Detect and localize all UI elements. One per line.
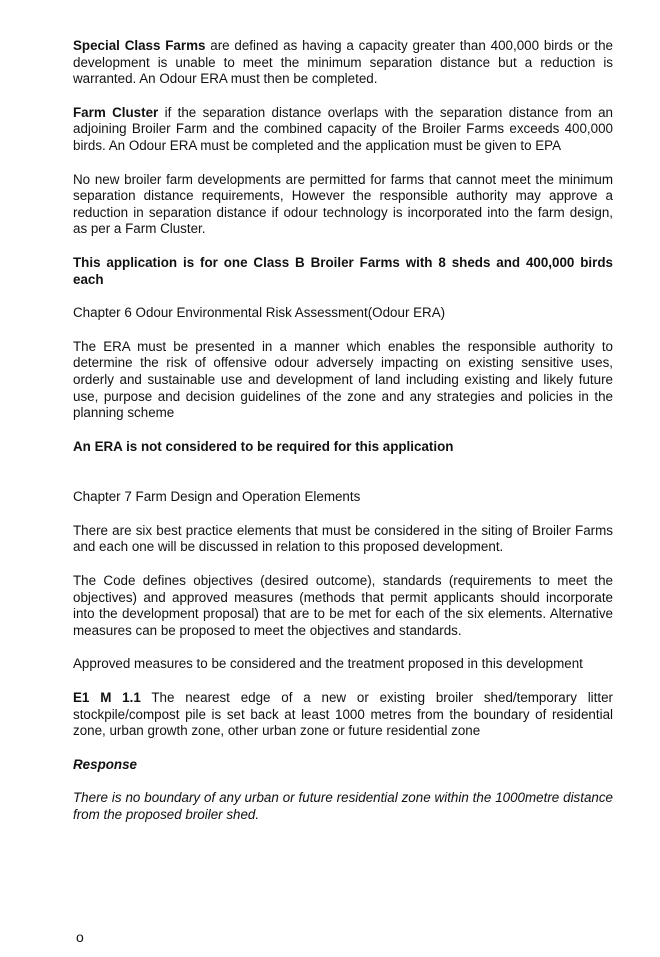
response-text: There is no boundary of any urban or future residential zone within the 1000metre distance from the proposed broiler shed.	[73, 790, 613, 822]
application-statement: This application is for one Class B Broiler Farms with 8 sheds and 400,000 birds each	[73, 254, 613, 287]
code-definition-paragraph: The Code defines objectives (desired outcome), standards (requirements to meet the objectives) and approved measures (methods that permit applicants should incorporate into the development proposal) that are to be met for each of the six elements. Alternative measures can be proposed to meet the objectives and standards.	[73, 573, 613, 638]
farm-cluster-term: Farm Cluster	[73, 104, 159, 120]
six-elements-paragraph: There are six best practice elements that must be considered in the siting of Broiler Farms and each one will be discussed in relation to this proposed development.	[73, 522, 613, 555]
approved-measures-paragraph: Approved measures to be considered and the treatment proposed in this development	[73, 656, 583, 672]
era-paragraph: The ERA must be presented in a manner which enables the responsible authority to determine the risk of offensive odour adversely impacting on existing sensitive uses, orderly and sustainable use and development of land including existing and likely future use, purpose and decision guidelines of the zone and any strategies and policies in the planning scheme	[73, 338, 613, 421]
special-class-definition: are defined as having a capacity greater than 400,000 birds or the development is unable to meet the minimum separation distance but a reduction is warranted. An Odour ERA must then be completed.	[73, 38, 613, 87]
e1-measure-paragraph	[73, 690, 613, 740]
special-class-term: Special Class Farms	[73, 38, 206, 53]
era-not-required-statement: An ERA is not considered to be required for this application	[73, 438, 454, 454]
farm-cluster-definition: if the separation distance overlaps with the separation distance from an adjoining Broiler Farm and the combined capacity of the Broiler Farms exceeds 400,000 birds. An Odour ERA must be completed and the application must be given to EPA	[73, 104, 613, 153]
document-page	[73, 38, 613, 824]
page-footer-mark: o	[76, 929, 84, 945]
farm-cluster-paragraph	[73, 105, 613, 155]
special-class-paragraph	[73, 38, 613, 88]
no-new-developments-paragraph: No new broiler farm developments are permitted for farms that cannot meet the minimum separation distance requirements, However the responsible authority may approve a reduction in separation distance if odour technology is incorporated into the farm design, as per a Farm Cluster.	[73, 171, 613, 237]
response-heading: Response	[73, 756, 137, 772]
chapter-7-heading: Chapter 7 Farm Design and Operation Elements	[73, 489, 361, 505]
chapter-6-heading: Chapter 6 Odour Environmental Risk Assessment(Odour ERA)	[73, 305, 446, 321]
e1-measure-text: The nearest edge of a new or existing broiler shed/temporary litter stockpile/compost pile is set back at least 1000 metres from the boundary of residential zone, urban growth zone, other urban zone or future residential zone	[73, 690, 613, 739]
e1-measure-code: E1 M 1.1	[73, 690, 141, 706]
